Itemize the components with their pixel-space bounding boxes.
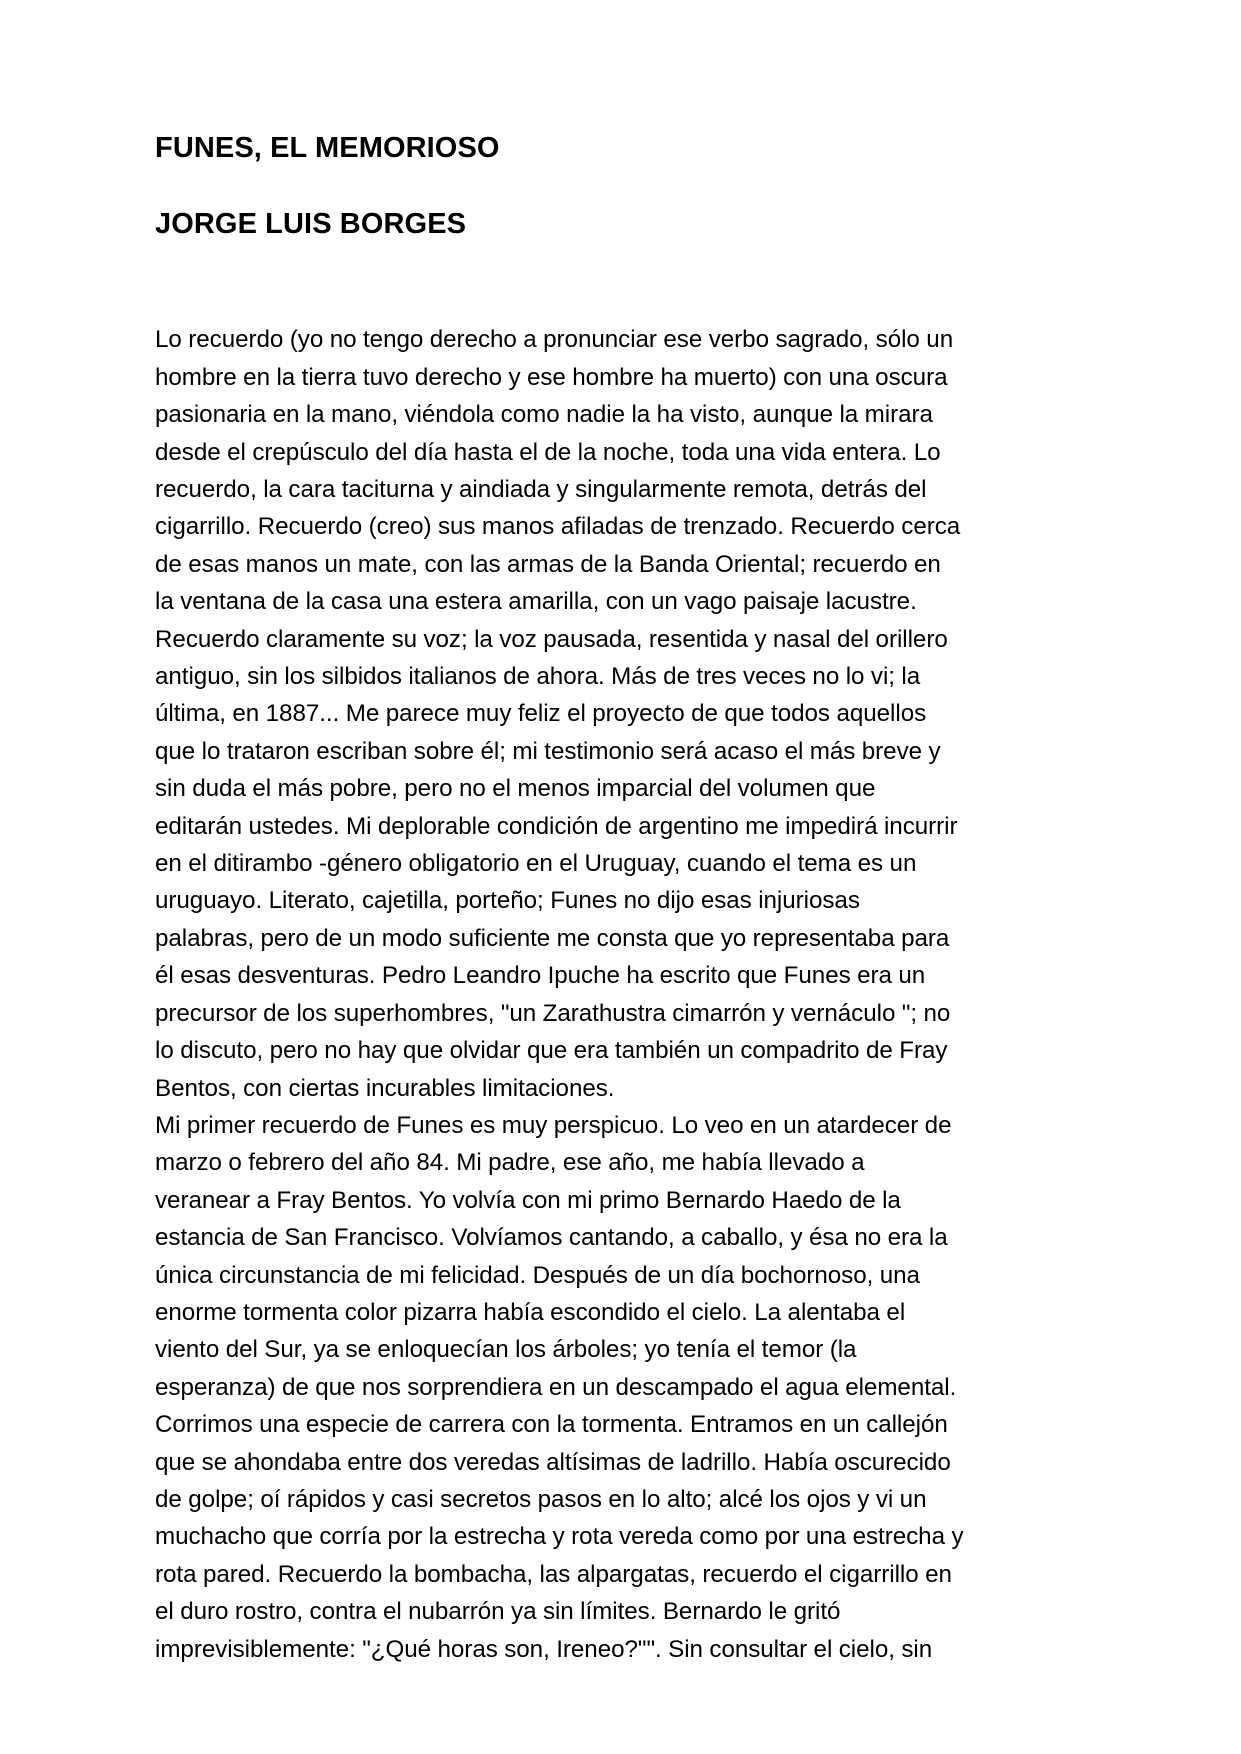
document-body — [155, 321, 965, 1668]
document-content — [155, 130, 965, 1668]
body-paragraph-1: Lo recuerdo (yo no tengo derecho a pronunciar ese verbo sagrado, sólo un hombre en la tierra tuvo derecho y ese hombre ha muerto) con una oscura pasionaria en la mano, viéndola como nadie la ha visto, aunque la mirara desde el crepúsculo del día hasta el de la noche, toda una vida entera. Lo recuerdo, la cara taciturna y aindiada y singularmente remota, detrás del cigarrillo. Recuerdo (creo) sus manos afiladas de trenzado. Recuerdo cerca de esas manos un mate, con las armas de la Banda Oriental; recuerdo en la ventana de la casa una estera amarilla, con un vago paisaje lacustre. Recuerdo claramente su voz; la voz pausada, resentida y nasal del orillero antiguo, sin los silbidos italianos de ahora. Más de tres veces no lo vi; la última, en 1887... Me parece muy feliz el proyecto de que todos aquellos que lo trataron escriban sobre él; mi testimonio será acaso el más breve y sin duda el más pobre, pero no el menos imparcial del volumen que editarán ustedes. Mi deplorable condición de argentino me impedirá incurrir en el ditirambo -género obligatorio en el Uruguay, cuando el tema es un uruguayo. Literato, cajetilla, porteño; Funes no dijo esas injuriosas palabras, pero de un modo suficiente me consta que yo representaba para él esas desventuras. Pedro Leandro Ipuche ha escrito que Funes era un precursor de los superhombres, "un Zarathustra cimarrón y vernáculo "; no lo discuto, pero no hay que olvidar que era también un compadrito de Fray Bentos, con ciertas incurables limitaciones. — [155, 326, 961, 1102]
body-paragraph-2: Mi primer recuerdo de Funes es muy perspicuo. Lo veo en un atardecer de marzo o febrero del año 84. Mi padre, ese año, me había llevado a veranear a Fray Bentos. Yo volvía con mi primo Bernardo Haedo de la estancia de San Francisco. Volvíamos cantando, a caballo, y ésa no era la única circunstancia de mi felicidad. Después de un día bochornoso, una enorme tormenta color pizarra había escondido el cielo. La alentaba el viento del Sur, ya se enloquecían los árboles; yo tenía el temor (la esperanza) de que nos sorprendiera en un descampado el agua elemental. Corrimos una especie de carrera con la tormenta. Entramos en un callejón que se ahondaba entre dos veredas altísimas de ladrillo. Había oscurecido de golpe; oí rápidos y casi secretos pasos en lo alto; alcé los ojos y vi un muchacho que corría por la estrecha y rota vereda como por una estrecha y rota pared. Recuerdo la bombacha, las alpargatas, recuerdo el cigarrillo en el duro rostro, contra el nubarrón ya sin límites. Bernardo le gritó imprevisiblemente: "¿Qué horas son, Ireneo?"". Sin consultar el cielo, sin — [155, 1111, 964, 1663]
document-author: JORGE LUIS BORGES — [155, 207, 467, 240]
document-title: FUNES, EL MEMORIOSO — [155, 132, 500, 164]
